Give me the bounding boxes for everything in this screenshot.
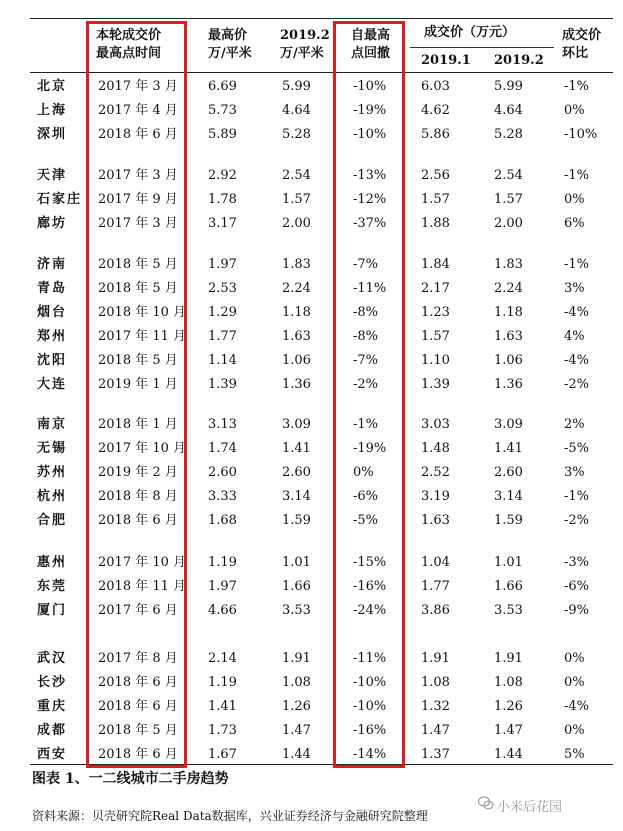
table-top-rule (30, 18, 613, 19)
current-price-cell: 1.59 (282, 513, 311, 528)
city-cell: 石家庄 (37, 192, 83, 207)
peak-date-cell: 2019 年 2 月 (98, 465, 178, 480)
price-jan-cell: 1.47 (421, 723, 450, 738)
city-cell: 济南 (37, 257, 68, 272)
current-price-cell: 1.47 (282, 723, 311, 738)
current-price-cell: 1.41 (282, 441, 311, 456)
high-price-cell: 5.89 (208, 127, 237, 142)
price-feb-cell: 1.83 (494, 257, 523, 272)
high-price-cell: 1.14 (208, 353, 237, 368)
drawdown-highlight-box (333, 21, 405, 768)
city-cell: 烟台 (37, 305, 68, 320)
current-price-cell: 3.14 (282, 489, 311, 504)
price-feb-cell: 1.91 (494, 651, 523, 666)
current-price-cell: 1.08 (282, 675, 311, 690)
current-price-cell: 2.60 (282, 465, 311, 480)
mom-change-cell: -1% (564, 168, 590, 183)
peak-date-cell: 2018 年 5 月 (98, 257, 178, 272)
header-mom-change-line2: 环比 (562, 46, 589, 61)
current-price-cell: 3.09 (282, 417, 311, 432)
high-price-cell: 1.68 (208, 513, 237, 528)
high-price-cell: 1.97 (208, 579, 237, 594)
drawdown-cell: -7% (353, 257, 379, 272)
peak-date-cell: 2017 年 10 月 (98, 441, 187, 456)
price-feb-cell: 4.64 (494, 103, 523, 118)
header-current-price (280, 27, 330, 63)
header-drawdown-line2: 点回撤 (351, 46, 391, 61)
city-cell: 杭州 (37, 489, 68, 504)
drawdown-cell: -16% (353, 723, 387, 738)
price-jan-cell: 3.86 (421, 603, 450, 618)
high-price-cell: 2.60 (208, 465, 237, 480)
mom-change-cell: 0% (564, 103, 585, 118)
city-cell: 廊坊 (37, 216, 68, 231)
peak-date-cell: 2018 年 6 月 (98, 127, 178, 142)
high-price-cell: 6.69 (208, 79, 237, 94)
high-price-cell: 1.97 (208, 257, 237, 272)
high-price-cell: 4.66 (208, 603, 237, 618)
drawdown-cell: -10% (353, 79, 387, 94)
mom-change-cell: -1% (564, 257, 590, 272)
current-price-cell: 2.00 (282, 216, 311, 231)
current-price-cell: 1.83 (282, 257, 311, 272)
high-price-cell: 1.78 (208, 192, 237, 207)
peak-date-cell: 2018 年 6 月 (98, 675, 178, 690)
high-price-cell: 5.73 (208, 103, 237, 118)
price-feb-cell: 1.47 (494, 723, 523, 738)
drawdown-cell: -11% (353, 651, 387, 666)
peak-date-cell: 2018 年 11 月 (98, 579, 187, 594)
price-feb-cell: 1.63 (494, 329, 523, 344)
mom-change-cell: -2% (564, 377, 590, 392)
drawdown-cell: -15% (353, 555, 387, 570)
peak-date-cell: 2017 年 11 月 (98, 329, 187, 344)
current-price-cell: 1.91 (282, 651, 311, 666)
header-mom-change (562, 27, 601, 63)
current-price-cell: 1.36 (282, 377, 311, 392)
city-cell: 惠州 (37, 555, 68, 570)
high-price-cell: 2.92 (208, 168, 237, 183)
header-high-price-line2: 万/平米 (208, 46, 252, 61)
drawdown-cell: -10% (353, 699, 387, 714)
peak-date-cell: 2019 年 1 月 (98, 377, 178, 392)
drawdown-cell: -10% (353, 675, 387, 690)
city-cell: 长沙 (37, 675, 68, 690)
figure-caption: 图表 1、一二线城市二手房趋势 (32, 771, 229, 787)
price-jan-cell: 2.17 (421, 281, 450, 296)
city-cell: 北京 (37, 79, 68, 94)
drawdown-cell: -6% (353, 489, 379, 504)
price-feb-cell: 5.28 (494, 127, 523, 142)
header-peak-time-line1: 本轮成交价 (96, 28, 162, 43)
price-jan-cell: 5.86 (421, 127, 450, 142)
city-cell: 西安 (37, 747, 68, 762)
mom-change-cell: 6% (564, 216, 585, 231)
high-price-cell: 1.39 (208, 377, 237, 392)
price-feb-cell: 1.18 (494, 305, 523, 320)
peak-date-cell: 2018 年 5 月 (98, 281, 178, 296)
peak-date-cell: 2017 年 10 月 (98, 555, 187, 570)
header-price-feb: 2019.2 (494, 53, 544, 68)
price-jan-cell: 1.88 (421, 216, 450, 231)
price-feb-cell: 3.53 (494, 603, 523, 618)
current-price-cell: 1.57 (282, 192, 311, 207)
header-current-price-line2: 万/平米 (280, 46, 324, 61)
header-price-group: 成交价（万元） (424, 25, 516, 40)
mom-change-cell: -2% (564, 513, 590, 528)
drawdown-cell: -13% (353, 168, 387, 183)
high-price-cell: 1.29 (208, 305, 237, 320)
mom-change-cell: 0% (564, 723, 585, 738)
drawdown-cell: -37% (353, 216, 387, 231)
current-price-cell: 5.99 (282, 79, 311, 94)
price-jan-cell: 2.56 (421, 168, 450, 183)
drawdown-cell: -16% (353, 579, 387, 594)
price-jan-cell: 4.62 (421, 103, 450, 118)
high-price-cell: 2.14 (208, 651, 237, 666)
mom-change-cell: 0% (564, 651, 585, 666)
price-feb-cell: 1.36 (494, 377, 523, 392)
price-jan-cell: 6.03 (421, 79, 450, 94)
peak-date-cell: 2017 年 3 月 (98, 168, 178, 183)
high-price-cell: 1.73 (208, 723, 237, 738)
peak-date-cell: 2018 年 6 月 (98, 747, 178, 762)
header-current-price-line1: 2019.2 (280, 28, 330, 43)
mom-change-cell: 3% (564, 465, 585, 480)
city-cell: 苏州 (37, 465, 68, 480)
price-feb-cell: 1.26 (494, 699, 523, 714)
peak-date-cell: 2017 年 6 月 (98, 603, 178, 618)
drawdown-cell: -8% (353, 329, 379, 344)
mom-change-cell: 5% (564, 747, 585, 762)
city-cell: 天津 (37, 168, 68, 183)
price-jan-cell: 3.19 (421, 489, 450, 504)
high-price-cell: 1.74 (208, 441, 237, 456)
price-feb-cell: 3.14 (494, 489, 523, 504)
price-jan-cell: 1.04 (421, 555, 450, 570)
peak-date-cell: 2018 年 1 月 (98, 417, 178, 432)
price-jan-cell: 2.52 (421, 465, 450, 480)
current-price-cell: 1.18 (282, 305, 311, 320)
header-peak-time-line2: 最高点时间 (96, 46, 162, 61)
peak-date-cell: 2017 年 8 月 (98, 651, 178, 666)
current-price-cell: 1.26 (282, 699, 311, 714)
high-price-cell: 2.53 (208, 281, 237, 296)
drawdown-cell: -5% (353, 513, 379, 528)
drawdown-cell: -24% (353, 603, 387, 618)
mom-change-cell: -1% (564, 489, 590, 504)
price-feb-cell: 2.54 (494, 168, 523, 183)
mom-change-cell: -6% (564, 579, 590, 594)
mom-change-cell: 3% (564, 281, 585, 296)
price-jan-cell: 1.57 (421, 192, 450, 207)
peak-date-cell: 2018 年 6 月 (98, 699, 178, 714)
source-note: 资料来源：贝壳研究院Real Data数据库，兴业证券经济与金融研究院整理 (32, 809, 428, 823)
city-cell: 合肥 (37, 513, 68, 528)
city-cell: 南京 (37, 417, 68, 432)
city-cell: 深圳 (37, 127, 68, 142)
watermark-text: 小米后花园 (497, 800, 563, 815)
price-feb-cell: 1.57 (494, 192, 523, 207)
peak-date-cell: 2018 年 10 月 (98, 305, 187, 320)
mom-change-cell: -10% (564, 127, 598, 142)
price-feb-cell: 3.09 (494, 417, 523, 432)
mom-change-cell: -4% (564, 699, 590, 714)
header-high-price (208, 27, 252, 63)
price-group-underline (410, 47, 554, 48)
wechat-icon (478, 795, 494, 811)
high-price-cell: 3.17 (208, 216, 237, 231)
drawdown-cell: -14% (353, 747, 387, 762)
current-price-cell: 1.01 (282, 555, 311, 570)
price-jan-cell: 1.91 (421, 651, 450, 666)
city-cell: 上海 (37, 103, 68, 118)
drawdown-cell: -10% (353, 127, 387, 142)
peak-date-cell: 2018 年 8 月 (98, 489, 178, 504)
peak-date-cell: 2017 年 4 月 (98, 103, 178, 118)
current-price-cell: 1.06 (282, 353, 311, 368)
drawdown-cell: -11% (353, 281, 387, 296)
mom-change-cell: -9% (564, 603, 590, 618)
mom-change-cell: -4% (564, 353, 590, 368)
high-price-cell: 1.19 (208, 675, 237, 690)
drawdown-cell: -8% (353, 305, 379, 320)
city-cell: 成都 (37, 723, 68, 738)
price-feb-cell: 1.08 (494, 675, 523, 690)
price-jan-cell: 1.48 (421, 441, 450, 456)
current-price-cell: 3.53 (282, 603, 311, 618)
header-price-jan: 2019.1 (421, 53, 471, 68)
price-jan-cell: 1.39 (421, 377, 450, 392)
price-jan-cell: 3.03 (421, 417, 450, 432)
peak-time-highlight-box (86, 21, 187, 768)
price-jan-cell: 1.37 (421, 747, 450, 762)
city-cell: 武汉 (37, 651, 68, 666)
drawdown-cell: -19% (353, 103, 387, 118)
header-drawdown-line1: 自最高 (351, 28, 391, 43)
price-jan-cell: 1.63 (421, 513, 450, 528)
drawdown-cell: -2% (353, 377, 379, 392)
current-price-cell: 1.44 (282, 747, 311, 762)
city-cell: 无锡 (37, 441, 68, 456)
current-price-cell: 2.54 (282, 168, 311, 183)
high-price-cell: 3.33 (208, 489, 237, 504)
mom-change-cell: -3% (564, 555, 590, 570)
peak-date-cell: 2017 年 9 月 (98, 192, 178, 207)
city-cell: 郑州 (37, 329, 68, 344)
price-feb-cell: 5.99 (494, 79, 523, 94)
price-jan-cell: 1.57 (421, 329, 450, 344)
mom-change-cell: -1% (564, 79, 590, 94)
high-price-cell: 3.13 (208, 417, 237, 432)
current-price-cell: 5.28 (282, 127, 311, 142)
mom-change-cell: -4% (564, 305, 590, 320)
price-feb-cell: 2.60 (494, 465, 523, 480)
city-cell: 厦门 (37, 603, 68, 618)
drawdown-cell: -7% (353, 353, 379, 368)
mom-change-cell: 0% (564, 675, 585, 690)
high-price-cell: 1.67 (208, 747, 237, 762)
price-feb-cell: 2.24 (494, 281, 523, 296)
city-cell: 重庆 (37, 699, 68, 714)
peak-date-cell: 2018 年 6 月 (98, 513, 178, 528)
mom-change-cell: 4% (564, 329, 585, 344)
mom-change-cell: 2% (564, 417, 585, 432)
price-jan-cell: 1.84 (421, 257, 450, 272)
current-price-cell: 2.24 (282, 281, 311, 296)
peak-date-cell: 2018 年 5 月 (98, 723, 178, 738)
current-price-cell: 1.66 (282, 579, 311, 594)
price-feb-cell: 1.01 (494, 555, 523, 570)
drawdown-cell: -12% (353, 192, 387, 207)
high-price-cell: 1.77 (208, 329, 237, 344)
price-jan-cell: 1.08 (421, 675, 450, 690)
drawdown-cell: -1% (353, 417, 379, 432)
city-cell: 沈阳 (37, 353, 68, 368)
drawdown-cell: -19% (353, 441, 387, 456)
drawdown-cell: 0% (353, 465, 374, 480)
price-feb-cell: 1.41 (494, 441, 523, 456)
price-jan-cell: 1.10 (421, 353, 450, 368)
price-jan-cell: 1.23 (421, 305, 450, 320)
header-mom-change-line1: 成交价 (562, 28, 602, 43)
city-cell: 大连 (37, 377, 68, 392)
current-price-cell: 4.64 (282, 103, 311, 118)
peak-date-cell: 2018 年 5 月 (98, 353, 178, 368)
high-price-cell: 1.19 (208, 555, 237, 570)
price-jan-cell: 1.32 (421, 699, 450, 714)
price-jan-cell: 1.77 (421, 579, 450, 594)
peak-date-cell: 2017 年 3 月 (98, 216, 178, 231)
city-cell: 青岛 (37, 281, 68, 296)
price-feb-cell: 1.59 (494, 513, 523, 528)
peak-date-cell: 2017 年 3 月 (98, 79, 178, 94)
current-price-cell: 1.63 (282, 329, 311, 344)
high-price-cell: 1.41 (208, 699, 237, 714)
header-high-price-line1: 最高价 (208, 28, 248, 43)
city-cell: 东莞 (37, 579, 68, 594)
price-feb-cell: 1.66 (494, 579, 523, 594)
price-feb-cell: 2.00 (494, 216, 523, 231)
price-feb-cell: 1.06 (494, 353, 523, 368)
mom-change-cell: 0% (564, 192, 585, 207)
price-feb-cell: 1.44 (494, 747, 523, 762)
mom-change-cell: -5% (564, 441, 590, 456)
